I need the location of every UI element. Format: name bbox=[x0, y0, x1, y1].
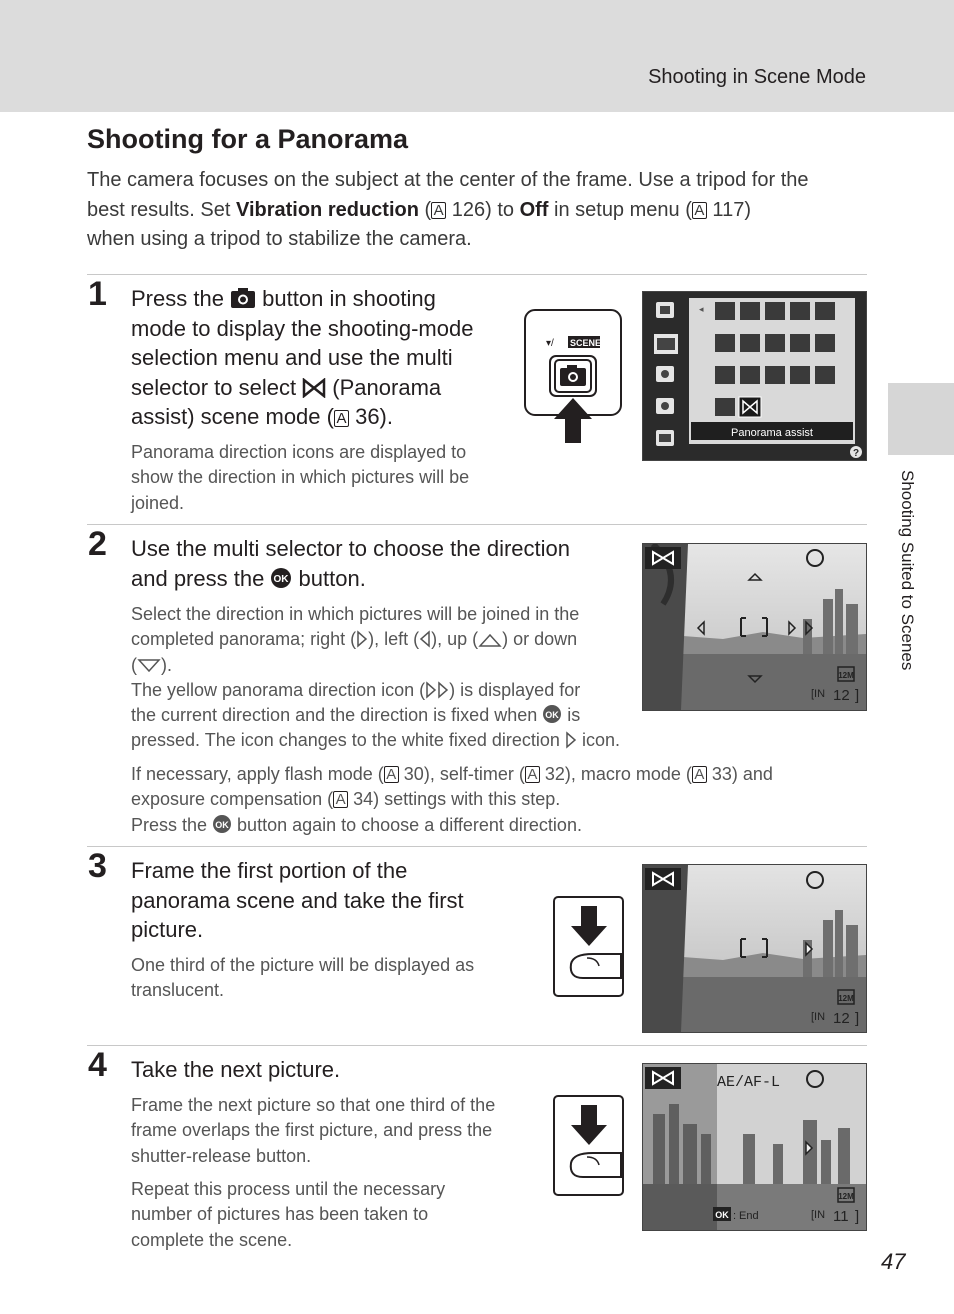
svg-text:OK: OK bbox=[273, 573, 289, 585]
step-number: 4 bbox=[88, 1046, 107, 1084]
svg-text:End: End bbox=[739, 1210, 759, 1222]
header-title: Shooting in Scene Mode bbox=[648, 66, 866, 88]
step-2-body-extra: If necessary, apply flash mode ( A 30), self-timer ( A 32), macro mode ( A 33) and exposure compensation ( A 34) settings with this step. Press the OK button again to choose a different direction. bbox=[131, 764, 773, 835]
page-header bbox=[0, 0, 954, 112]
svg-text:12: 12 bbox=[833, 687, 850, 704]
svg-text:[IN: [IN bbox=[811, 688, 826, 700]
ok-button-icon bbox=[270, 567, 292, 589]
page-ref-icon: A bbox=[431, 202, 446, 219]
svg-text:[IN: [IN bbox=[811, 1011, 826, 1023]
step-number: 2 bbox=[88, 525, 107, 563]
camera-icon bbox=[230, 287, 256, 309]
svg-text:?: ? bbox=[852, 448, 860, 459]
svg-text:AE/AF-L: AE/AF-L bbox=[717, 1074, 781, 1091]
svg-text:11: 11 bbox=[833, 1208, 849, 1225]
direction-icon-yellow bbox=[425, 681, 437, 699]
page-ref-icon: A bbox=[333, 791, 348, 808]
svg-text:▾/: ▾/ bbox=[546, 338, 554, 349]
step-4-body: Frame the next picture so that one third of the frame overlaps the first picture, and press the shutter-release button. bbox=[131, 1095, 496, 1166]
svg-text:OK: OK bbox=[715, 1210, 729, 1220]
divider bbox=[87, 524, 867, 525]
step-4-body-extra: Repeat this process until the necessary number of pictures has been taken to complete the scene. bbox=[131, 1179, 446, 1250]
direction-icon-yellow bbox=[437, 681, 449, 699]
intro-paragraph: The camera focuses on the subject at the center of the frame. Use a tripod for the best results. Set Vibration reduction ( A 126) to Off in setup menu ( A 117) when using a tripod to stabilize the camera. bbox=[87, 169, 809, 250]
step-1-body: Panorama direction icons are displayed to show the direction in which pictures will be joined. bbox=[131, 442, 470, 513]
page-ref-icon: A bbox=[525, 766, 540, 783]
page-ref-icon: A bbox=[384, 766, 399, 783]
direction-icon-white bbox=[565, 731, 577, 749]
page-ref-icon: A bbox=[692, 202, 707, 219]
down-arrow-icon bbox=[137, 658, 161, 674]
step-3-body: One third of the picture will be displayed as translucent. bbox=[131, 955, 475, 1001]
chapter-tab-label: Shooting Suited to Scenes bbox=[898, 470, 917, 671]
divider bbox=[87, 1045, 867, 1046]
step-2-heading: Use the multi selector to choose the direction and press the OK button. bbox=[131, 536, 571, 591]
page-number: 47 bbox=[881, 1249, 906, 1274]
svg-text:12M: 12M bbox=[838, 994, 854, 1003]
left-arrow-icon bbox=[419, 630, 431, 648]
svg-text:OK: OK bbox=[215, 819, 229, 830]
svg-text:12: 12 bbox=[833, 1010, 850, 1027]
page-ref-icon: A bbox=[692, 766, 707, 783]
svg-text:[IN: [IN bbox=[811, 1209, 826, 1221]
panorama-assist-icon bbox=[302, 378, 326, 398]
section-title: Shooting for a Panorama bbox=[87, 124, 409, 154]
step-number: 1 bbox=[88, 275, 107, 313]
divider bbox=[87, 274, 867, 275]
svg-text:]: ] bbox=[855, 1208, 860, 1225]
svg-text::: : bbox=[733, 1210, 737, 1222]
vibration-reduction-term: Vibration reduction bbox=[235, 198, 419, 221]
svg-text:OK: OK bbox=[545, 710, 559, 721]
svg-text:]: ] bbox=[855, 1010, 860, 1027]
scene-menu-screen bbox=[642, 291, 867, 461]
step-4-heading: Take the next picture. bbox=[131, 1057, 341, 1082]
step-2-body: Select the direction in which pictures will be joined in the completed panorama; right ( ), left ( ), up ( ) or down ( ). The yellow panorama direction icon ( ) is displayed for the current direction and the direction is fixed when OK is pressed. The icon changes to the white fixed direction icon. bbox=[131, 604, 620, 751]
svg-text:12M: 12M bbox=[838, 1192, 854, 1201]
up-arrow-icon bbox=[478, 632, 502, 648]
off-term: Off bbox=[519, 198, 549, 221]
svg-text:12M: 12M bbox=[838, 671, 854, 680]
ok-button-icon bbox=[212, 814, 232, 834]
svg-text:SCENE: SCENE bbox=[570, 338, 602, 348]
first-shot-screen bbox=[642, 864, 867, 1033]
chapter-tab bbox=[888, 383, 954, 455]
ok-button-icon bbox=[542, 704, 562, 724]
right-arrow-icon bbox=[356, 630, 368, 648]
shooting-mode-button-illustration bbox=[524, 309, 624, 445]
page-ref-icon: A bbox=[334, 410, 349, 427]
step-3-heading: Frame the first portion of the panorama scene and take the first picture. bbox=[131, 858, 464, 942]
next-shot-screen bbox=[642, 1063, 867, 1231]
divider bbox=[87, 846, 867, 847]
shutter-release-illustration bbox=[553, 1095, 625, 1197]
step-number: 3 bbox=[88, 847, 107, 885]
svg-text:Panorama assist: Panorama assist bbox=[731, 427, 813, 439]
step-1-heading: Press the button in shooting mode to display the shooting-mode selection menu and use the multi selector to select (Panorama assist) scene mode ( A 36). bbox=[131, 286, 474, 429]
direction-select-screen bbox=[642, 543, 867, 711]
shutter-release-illustration bbox=[553, 896, 625, 998]
svg-text:]: ] bbox=[855, 687, 860, 704]
svg-text:◂: ◂ bbox=[699, 304, 704, 314]
